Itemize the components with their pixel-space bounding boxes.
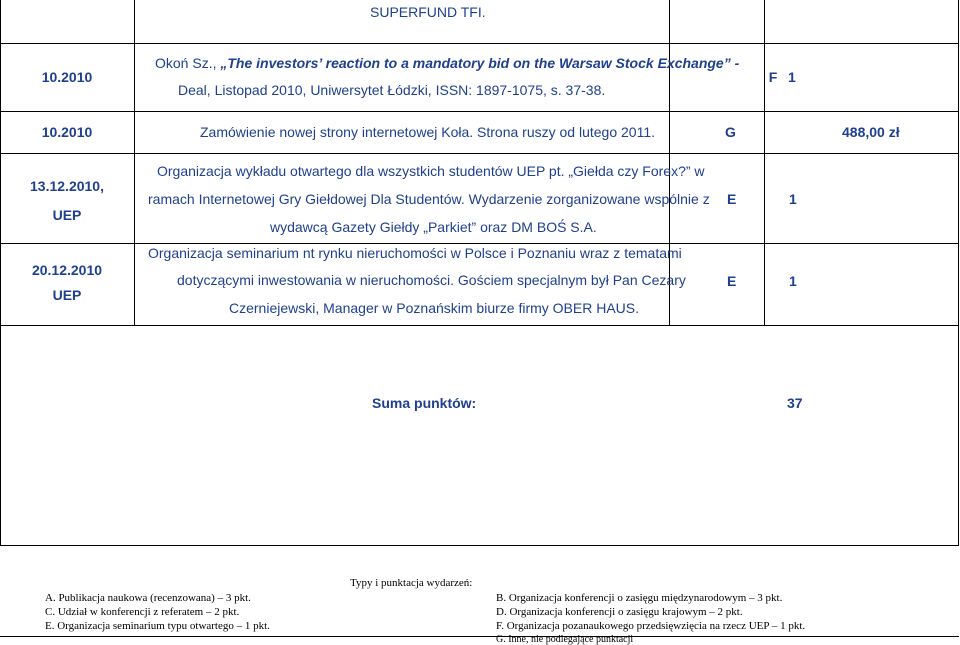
- row-divider-2: [0, 111, 959, 112]
- row-divider-5: [0, 325, 959, 326]
- sum-value: 37: [787, 395, 803, 411]
- legend-item-a: A. Publikacja naukowa (recenzowana) – 3 pkt.: [45, 592, 251, 604]
- row-4-points: 1: [789, 273, 797, 289]
- row-3-type: E: [727, 191, 737, 207]
- legend-item-f: F. Organizacja pozanaukowego przedsięwzięcia na rzecz UEP – 1 pkt.: [496, 620, 806, 632]
- legend-item-g: G. Inne, nie podlegające punktacji: [496, 634, 634, 645]
- row-1-points: 1: [788, 69, 796, 85]
- legend-item-d: D. Organizacja konferencji o zasięgu krajowym – 2 pkt.: [496, 606, 743, 618]
- row-1-date: 10.2010: [41, 69, 93, 85]
- row-divider-3: [0, 153, 959, 154]
- legend-item-c: C. Udział w konferencji z referatem – 2 pkt.: [45, 606, 240, 618]
- column-divider-1: [134, 0, 135, 325]
- row-3-place: UEP: [52, 207, 82, 223]
- legend-border-bottom: [0, 636, 959, 637]
- row-3-description-line1: Organizacja wykładu otwartego dla wszystkich studentów UEP pt. „Giełda czy Forex?” w: [157, 163, 705, 179]
- table-border-bottom: [0, 545, 959, 546]
- row-1-description: [155, 55, 739, 71]
- row-2-type: G: [725, 124, 736, 140]
- row-2-date: 10.2010: [41, 124, 93, 140]
- legend-item-e: E. Organizacja seminarium typu otwartego – 1 pkt.: [45, 620, 270, 632]
- row-4-description-line3: Czerniejewski, Manager w Poznańskim biurze firmy OBER HAUS.: [229, 300, 640, 316]
- row-divider-4: [0, 243, 959, 244]
- row-1-type: F: [768, 69, 778, 85]
- row-2-description: Zamówienie nowej strony internetowej Koła. Strona ruszy od lutego 2011.: [200, 124, 655, 140]
- row-3-date: 13.12.2010,: [30, 178, 104, 194]
- legend-item-b: B. Organizacja konferencji o zasięgu międzynarodowym – 3 pkt.: [496, 592, 783, 604]
- row-3-description-line2: ramach Internetowej Gry Giełdowej Dla Studentów. Wydarzenie zorganizowane wspólnie z: [148, 191, 710, 207]
- row-4-date: 20.12.2010: [31, 262, 103, 278]
- sum-label: Suma punktów:: [372, 395, 477, 411]
- row-3-points: 1: [789, 191, 797, 207]
- row-4-description-line1: Organizacja seminarium nt rynku nieruchomości w Polsce i Poznaniu wraz z tematami: [148, 245, 682, 261]
- legend-title: Typy i punktacja wydarzeń:: [350, 577, 473, 589]
- row-4-description-line2: dotyczącymi inwestowania w nieruchomości. Gościem specjalnym był Pan Cezary: [177, 272, 686, 288]
- row-3-description-line3: wydawcą Gazety Giełdy „Parkiet” oraz DM BOŚ S.A.: [270, 219, 597, 235]
- row-0-description: SUPERFUND TFI.: [370, 4, 486, 20]
- table-border-right: [958, 0, 959, 545]
- row-divider-1: [0, 43, 959, 44]
- row-4-type: E: [727, 273, 737, 289]
- row-1-author: Okoń Sz.,: [155, 55, 221, 71]
- row-4-place: UEP: [52, 287, 82, 303]
- row-2-points: 488,00 zł: [842, 124, 900, 140]
- row-1-description-line2: Deal, Listopad 2010, Uniwersytet Łódzki, ISSN: 1897-1075, s. 37-38.: [178, 82, 606, 98]
- column-divider-3: [764, 0, 765, 325]
- row-1-title: „The investors’ reaction to a mandatory bid on the Warsaw Stock Exchange” -: [220, 55, 740, 71]
